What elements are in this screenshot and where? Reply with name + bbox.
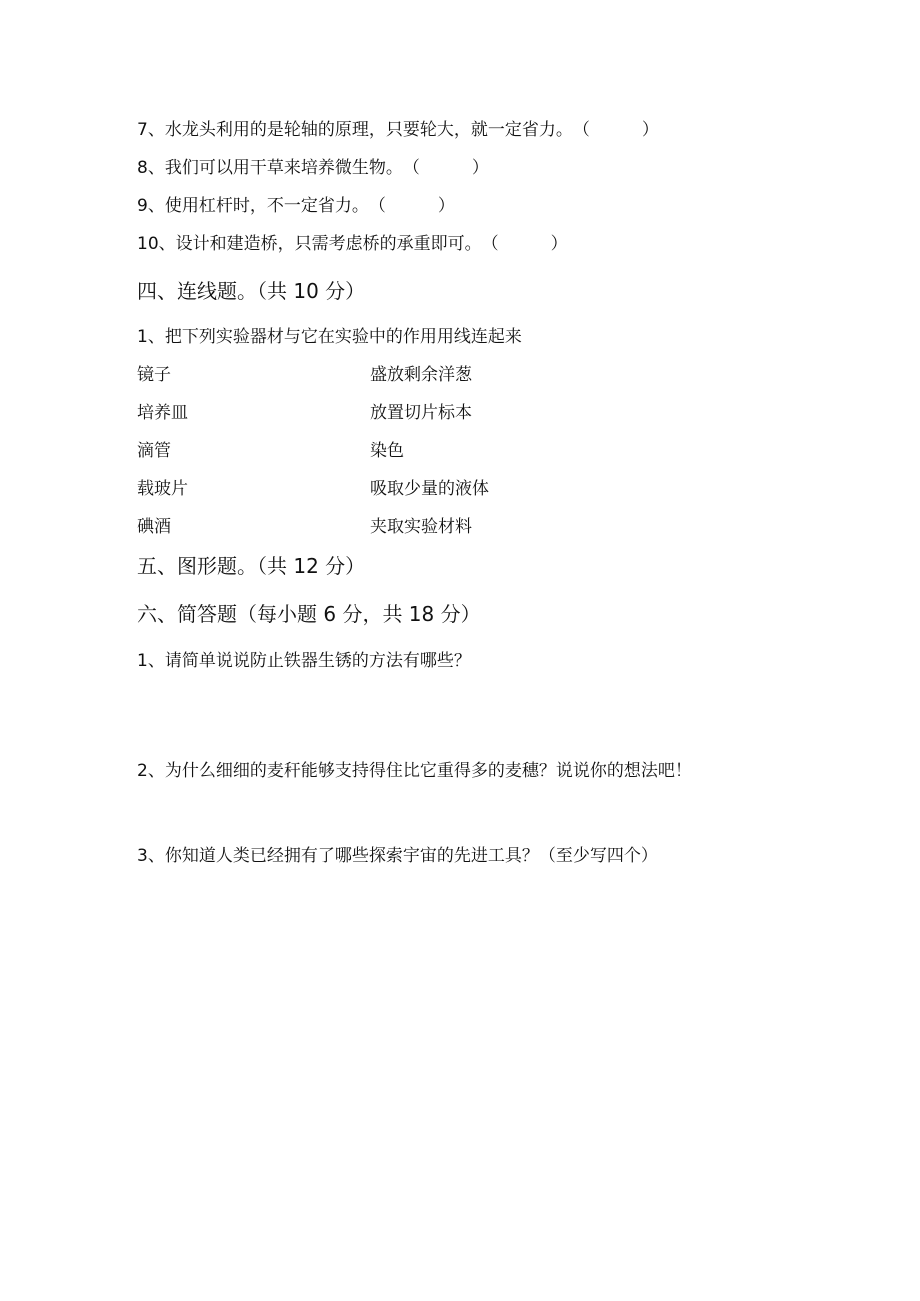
matching-right-item[interactable]: 盛放剩余洋葱 <box>370 365 472 385</box>
answer-blank-open: （ <box>368 196 386 216</box>
answer-blank-close: ） <box>550 234 568 254</box>
tf-item-9 <box>137 195 455 217</box>
tf-item-7 <box>137 119 659 141</box>
tf-item-text: 10、设计和建造桥，只需考虑桥的承重即可。 <box>137 234 482 254</box>
tf-item-text: 8、我们可以用干草来培养微生物。 <box>137 158 403 178</box>
matching-left-item[interactable]: 碘酒 <box>137 517 171 537</box>
answer-blank-open: （ <box>402 158 420 178</box>
matching-right-item[interactable]: 夹取实验材料 <box>370 517 472 537</box>
answer-blank-close: ） <box>641 120 659 140</box>
answer-blank-open: （ <box>481 234 499 254</box>
answer-blank-open: （ <box>572 120 590 140</box>
matching-left-item[interactable]: 镜子 <box>137 365 171 385</box>
matching-left-item[interactable]: 滴管 <box>137 441 171 461</box>
matching-right-item[interactable]: 染色 <box>370 441 404 461</box>
section-4-title: 四、连线题。（共 10 分） <box>137 279 366 303</box>
section-5-title: 五、图形题。（共 12 分） <box>137 554 366 578</box>
tf-item-8 <box>137 157 489 179</box>
matching-right-item[interactable]: 吸取少量的液体 <box>370 479 489 499</box>
answer-blank-close: ） <box>437 196 455 216</box>
matching-left-item[interactable]: 载玻片 <box>137 479 188 499</box>
matching-instruction: 1、把下列实验器材与它在实验中的作用用线连起来 <box>137 327 522 347</box>
tf-item-text: 7、水龙头利用的是轮轴的原理，只要轮大，就一定省力。 <box>137 120 573 140</box>
short-answer-question-2: 2、为什么细细的麦秆能够支持得住比它重得多的麦穗？说说你的想法吧！ <box>137 761 692 781</box>
section-6-title: 六、简答题（每小题 6 分，共 18 分） <box>137 602 481 626</box>
tf-item-10 <box>137 233 568 255</box>
tf-item-text: 9、使用杠杆时，不一定省力。 <box>137 196 369 216</box>
answer-blank-close: ） <box>471 158 489 178</box>
matching-right-item[interactable]: 放置切片标本 <box>370 403 472 423</box>
matching-left-item[interactable]: 培养皿 <box>137 403 188 423</box>
short-answer-question-3: 3、你知道人类已经拥有了哪些探索宇宙的先进工具？（至少写四个） <box>137 846 658 866</box>
short-answer-question-1: 1、请简单说说防止铁器生锈的方法有哪些？ <box>137 651 471 671</box>
